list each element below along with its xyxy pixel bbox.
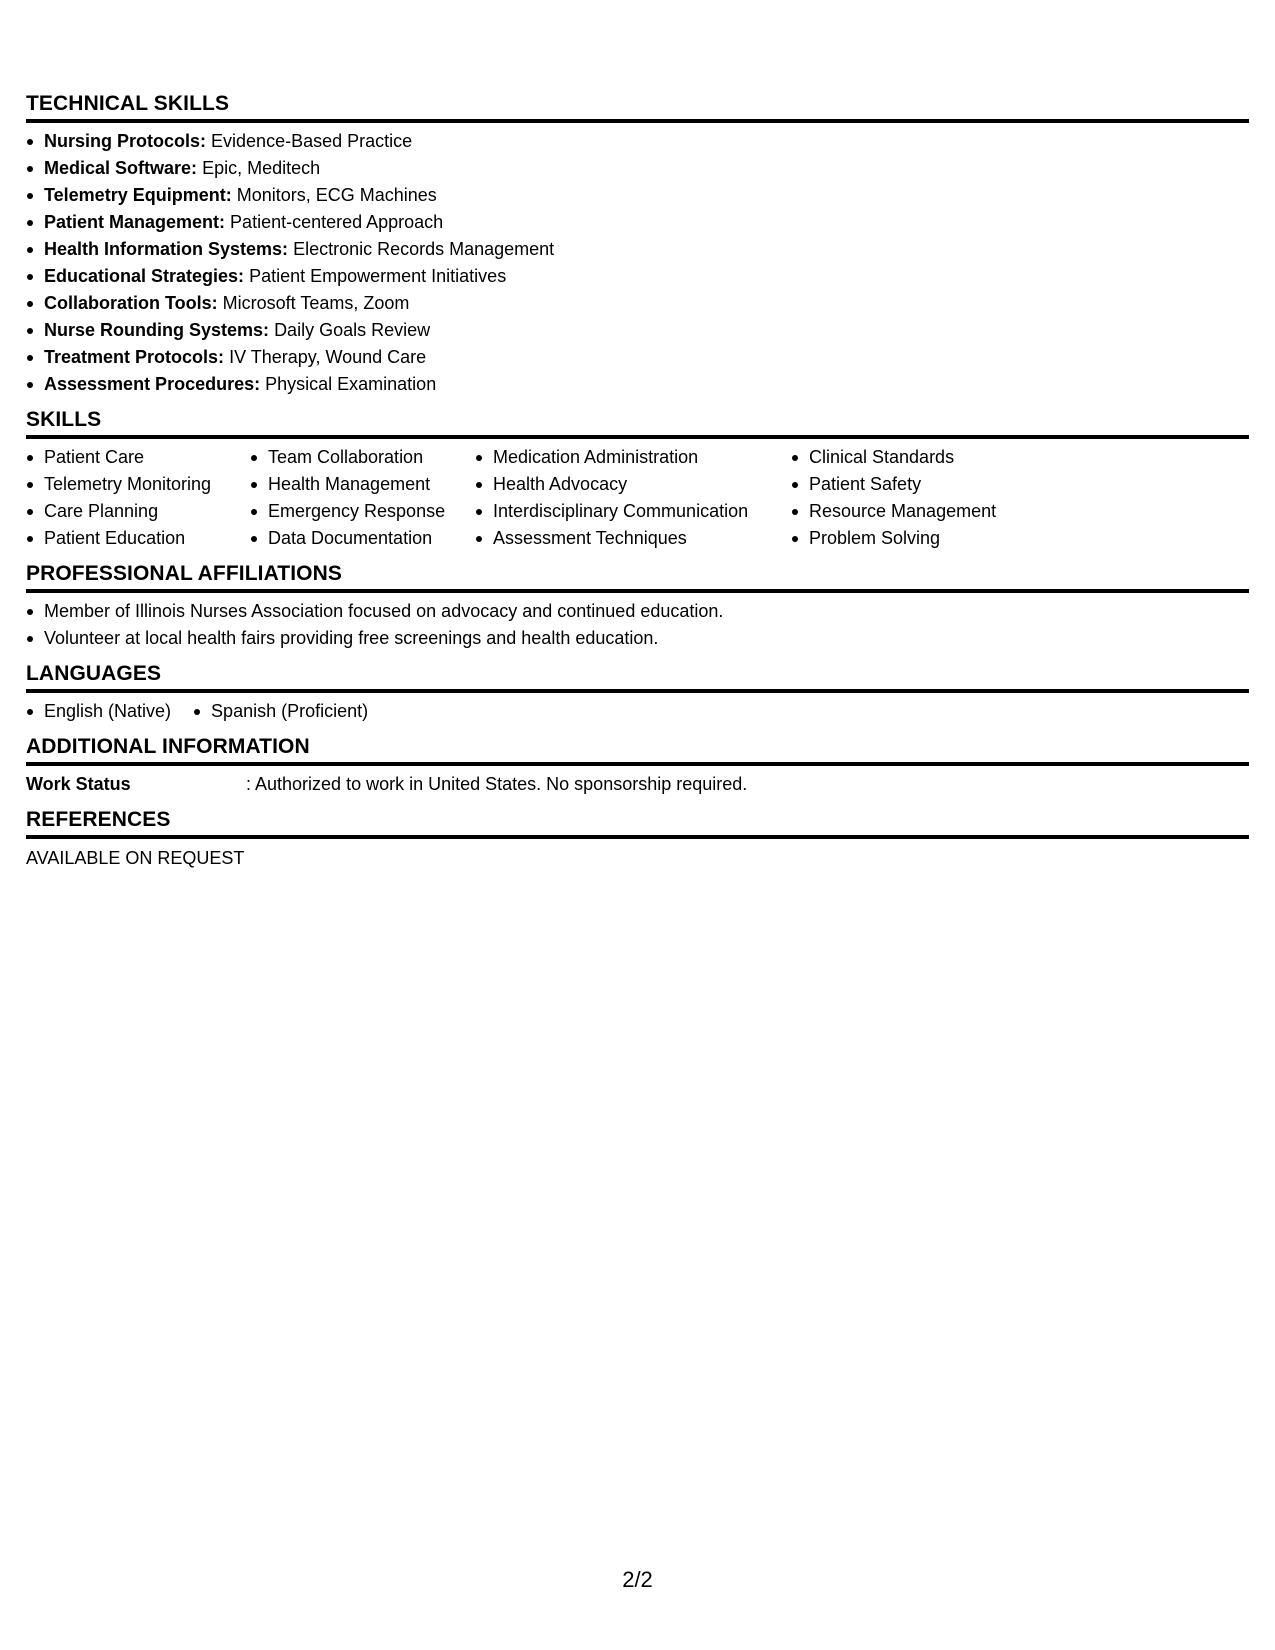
- skills-section: [26, 408, 1249, 552]
- skill-value: Microsoft Teams, Zoom: [222, 293, 410, 313]
- page-number: 2/2: [622, 1567, 653, 1592]
- list-item: Medication Administration: [475, 444, 791, 471]
- skill-value: Patient Empowerment Initiatives: [249, 266, 507, 286]
- list-item: Team Collaboration: [250, 444, 475, 471]
- list-item: [26, 263, 1249, 290]
- skill-label: Nursing Protocols:: [44, 131, 207, 151]
- languages-list: [26, 698, 390, 725]
- list-item: Problem Solving: [791, 525, 1051, 552]
- list-item: Data Documentation: [250, 525, 475, 552]
- skills-grid: [26, 439, 1249, 552]
- skills-column: [791, 444, 1051, 552]
- section-title: SKILLS: [26, 408, 1249, 439]
- skill-value: Electronic Records Management: [293, 239, 555, 259]
- skill-value: Physical Examination: [265, 374, 437, 394]
- list-item: [26, 155, 1249, 182]
- languages-section: [26, 662, 1249, 725]
- additional-info-section: [26, 735, 1249, 798]
- list-item: [26, 209, 1249, 236]
- list-item: Care Planning: [26, 498, 250, 525]
- list-item: [26, 182, 1249, 209]
- skills-column: [26, 444, 250, 552]
- skill-value: Epic, Meditech: [202, 158, 321, 178]
- affiliations-section: [26, 562, 1249, 652]
- list-item: [26, 344, 1249, 371]
- section-title: LANGUAGES: [26, 662, 1249, 693]
- list-item: Volunteer at local health fairs providing free screenings and health education.: [26, 625, 1249, 652]
- list-item: Member of Illinois Nurses Association focused on advocacy and continued education.: [26, 598, 1249, 625]
- list-item: Patient Education: [26, 525, 250, 552]
- skill-label: Telemetry Equipment:: [44, 185, 232, 205]
- resume-page: [26, 92, 1249, 872]
- list-item: Patient Safety: [791, 471, 1051, 498]
- work-status-value: : Authorized to work in United States. No sponsorship required.: [246, 774, 748, 794]
- affiliations-list: [26, 593, 1249, 652]
- skill-value: Daily Goals Review: [274, 320, 431, 340]
- list-item: [26, 290, 1249, 317]
- list-item: English (Native): [26, 698, 171, 725]
- skill-value: Evidence-Based Practice: [211, 131, 413, 151]
- work-status-row: [26, 766, 1249, 798]
- technical-skills-list: [26, 123, 1249, 398]
- list-item: Health Advocacy: [475, 471, 791, 498]
- skill-label: Health Information Systems:: [44, 239, 289, 259]
- list-item: Telemetry Monitoring: [26, 471, 250, 498]
- languages-row: [26, 693, 1249, 725]
- list-item: [26, 317, 1249, 344]
- list-item: Clinical Standards: [791, 444, 1051, 471]
- skill-label: Collaboration Tools:: [44, 293, 218, 313]
- section-title: ADDITIONAL INFORMATION: [26, 735, 1249, 766]
- skill-label: Nurse Rounding Systems:: [44, 320, 270, 340]
- list-item: Interdisciplinary Communication: [475, 498, 791, 525]
- list-item: Emergency Response: [250, 498, 475, 525]
- skill-label: Medical Software:: [44, 158, 198, 178]
- list-item: Patient Care: [26, 444, 250, 471]
- skill-label: Treatment Protocols:: [44, 347, 225, 367]
- list-item: [26, 128, 1249, 155]
- skills-column: [250, 444, 475, 552]
- section-title: PROFESSIONAL AFFILIATIONS: [26, 562, 1249, 593]
- skill-label: Educational Strategies:: [44, 266, 245, 286]
- technical-skills-section: [26, 92, 1249, 398]
- skill-label: Patient Management:: [44, 212, 226, 232]
- list-item: Spanish (Proficient): [193, 698, 368, 725]
- section-title: TECHNICAL SKILLS: [26, 92, 1249, 123]
- references-text: AVAILABLE ON REQUEST: [26, 848, 245, 868]
- list-item: [26, 371, 1249, 398]
- skill-value: Monitors, ECG Machines: [236, 185, 437, 205]
- skills-column: [475, 444, 791, 552]
- skill-label: Assessment Procedures:: [44, 374, 261, 394]
- section-title: REFERENCES: [26, 808, 1249, 839]
- list-item: Assessment Techniques: [475, 525, 791, 552]
- skill-value: IV Therapy, Wound Care: [229, 347, 427, 367]
- list-item: Resource Management: [791, 498, 1051, 525]
- work-status-label: Work Status: [26, 774, 131, 794]
- list-item: [26, 236, 1249, 263]
- references-section: [26, 808, 1249, 872]
- list-item: Health Management: [250, 471, 475, 498]
- skill-value: Patient-centered Approach: [230, 212, 444, 232]
